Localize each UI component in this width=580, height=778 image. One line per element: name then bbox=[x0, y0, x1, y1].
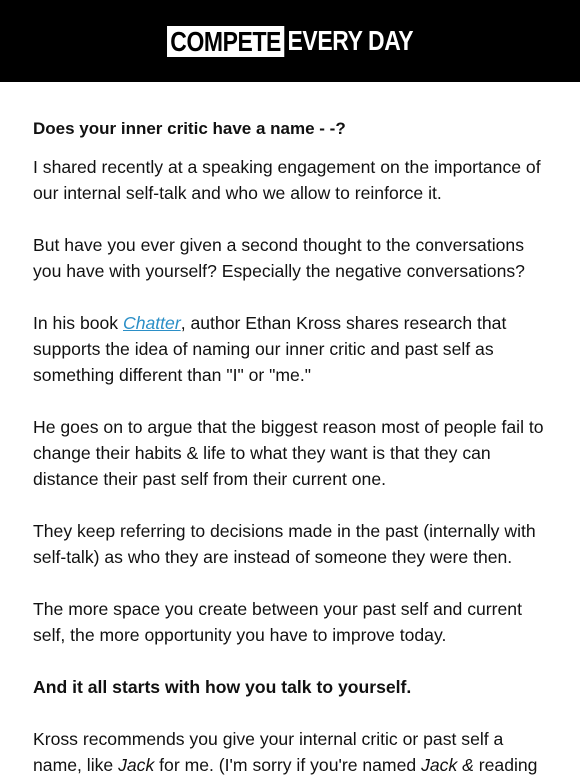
paragraph-2: But have you ever given a second thought to the conversations you have with yourself? Especially the negative conversations? bbox=[33, 235, 525, 281]
paragraph-8-text-c: reading bbox=[473, 755, 538, 775]
paragraph-5: They keep referring to decisions made in the past (internally with self-talk) as who they are instead of someone they were then. bbox=[33, 521, 536, 567]
paragraph-3-text-a: In his book bbox=[33, 313, 123, 333]
name-jack-italic: Jack bbox=[118, 755, 155, 775]
name-jack-italic-2: Jack & bbox=[421, 755, 474, 775]
paragraph-3-text-b: , author Ethan Kross shares research that supports the idea of naming our inner critic and past self as something different than "I" or "me." bbox=[33, 313, 507, 385]
logo-word: EVERY DAY bbox=[287, 25, 414, 56]
paragraph-8 bbox=[33, 726, 547, 778]
header-banner bbox=[0, 0, 580, 82]
article-title: Does your inner critic have a name - -? bbox=[33, 119, 346, 138]
paragraph-8-text-b: for me. (I'm sorry if you're named bbox=[154, 755, 422, 775]
paragraph-7-bold: And it all starts with how you talk to yourself. bbox=[33, 677, 412, 697]
brand-logo[interactable] bbox=[167, 26, 413, 57]
chatter-book-link[interactable]: Chatter bbox=[122, 313, 181, 333]
article-body bbox=[0, 82, 580, 778]
paragraph-1: I shared recently at a speaking engagement on the importance of our internal self-talk and who we allow to reinforce it. bbox=[33, 157, 541, 203]
paragraph-8-text-a: Kross recommends you give your internal critic or past self a name, like bbox=[33, 729, 504, 775]
logo-boxed-word: COMPETE bbox=[167, 26, 284, 57]
paragraph-3 bbox=[33, 310, 547, 388]
paragraph-4: He goes on to argue that the biggest reason most of people fail to change their habits & life to what they want is that they can distance their past self from their current one. bbox=[33, 417, 544, 489]
paragraph-6: The more space you create between your past self and current self, the more opportunity you have to improve today. bbox=[33, 599, 522, 645]
